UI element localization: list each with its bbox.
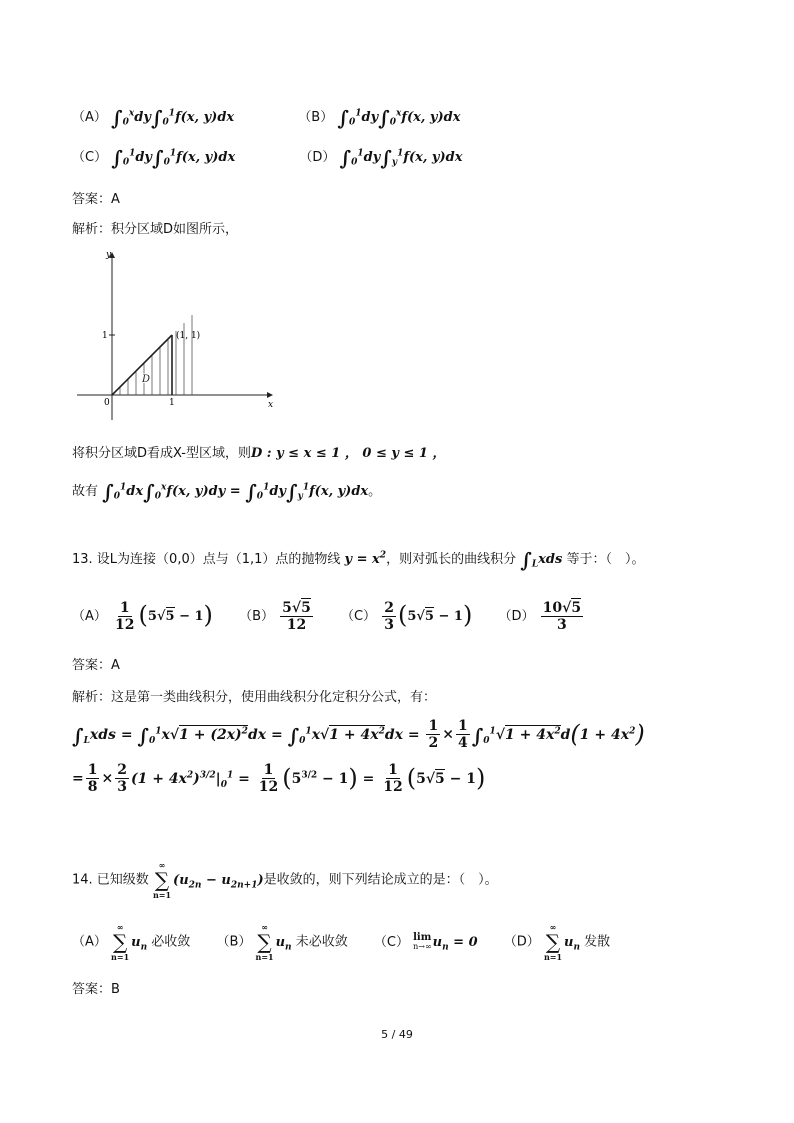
q12-analysis-intro: 解析：积分区域D如图所示， [72,222,239,237]
q13-analysis: 解析：这是第一类曲线积分，使用曲线积分化定积分公式，有： [72,690,437,705]
q13-option-b[interactable]: （B） $\frac{5√5}{12}$ [239,600,311,633]
q14-option-a[interactable]: （A） ∞ ∑ n=1 $u_n$ 必收敛 [72,922,191,962]
q14-stem: 14. 已知级数 ∞ ∑ n=1 $(u_{2n} - u_{2n+1})$是收敛的，则下列结论成立的是：（ ）。 [72,860,498,900]
q13-option-d[interactable]: （D） $\frac{10√5}{3}$ [498,600,582,633]
q12-answer: 答案：A [72,192,120,207]
region-figure [72,245,282,425]
x-axis-label: x [268,400,274,410]
q12-x-region: 将积分区域D看成X-型区域，则D : y ≤ x ≤ 1 ， 0 ≤ y ≤ 1 ， [72,446,446,461]
q13-derivation-line-2: = $\frac{1}{8}$ × $\frac{2}{3}$ $(1 + 4x^2)^{3/2}|_0^1$ = $\frac{1}{12}$ $(5^{3/2} - 1)$ = $\frac{1}{12}$ (5√5 − 1) [72,762,486,795]
q13-derivation-line-1: $\int_Lxds = \int_0^1x√1 + (2x)^2dx = \int_0^1x√1 + 4x^2dx$ = $\frac{1}{2}$ × $\frac{1}{4}$ $\int_0^1√1 + 4x^2d(1 + 4x^2)$ [72,718,645,751]
q13-option-c[interactable]: （C） $\frac{2}{3}$ (5√5 − 1) [340,600,473,633]
diagonal-line [112,335,172,395]
q12-option-d[interactable]: （D） $\int_0^1dy\int_y^1f(x$, y)dx [299,146,463,170]
q14-option-c[interactable]: （C） lim $n\to\infty u_n = 0$ [373,932,478,953]
q13-stem: 13. 设L为连接（0,0）点与（1,1）点的抛物线 $y = x^2$，则对弧长的曲线积分 $\int_Lxds$ 等于：（ ）。 [72,548,645,572]
q12-option-a[interactable]: （A） $\int_0^xdy\int_0^1f(x$, y)dx [72,106,235,130]
q13-answer: 答案：A [72,658,120,673]
q12-options-row-1 [72,106,460,130]
q12-options-row-2 [72,146,462,170]
q13-option-a[interactable]: （A） $\frac{1}{12}$ (5√5 − 1) [72,600,213,633]
region-hatching [120,315,192,395]
q12-option-c[interactable]: （C） $\int_0^1dy\int_0^1f(x$, y)dx [72,146,236,170]
q13-options [72,600,585,633]
q12-option-b[interactable]: （B） $\int_0^1dy\int_0^xf(x$, y)dx [298,106,461,130]
y-tick-label: 1 [102,331,108,341]
region-label: D [142,374,151,385]
q12-conclusion: 故有 $\int_0^1dx\int_0^xf(x$, $y)dy = \int_0^1dy\int_y^1f(x$, y)dx。 [72,480,382,504]
q14-answer: 答案：B [72,982,120,997]
page-number: 5 / 49 [381,1028,413,1041]
origin-label: 0 [104,398,110,408]
q14-option-d[interactable]: （D） ∞ ∑ n=1 $u_n$ 发散 [503,922,611,962]
point-label: (1, 1) [176,331,201,341]
q14-options [72,922,610,962]
y-axis-label: y [106,250,112,260]
x-tick-label: 1 [169,398,175,408]
q14-option-b[interactable]: （B） ∞ ∑ n=1 $u_n$ 未必收敛 [216,922,348,962]
